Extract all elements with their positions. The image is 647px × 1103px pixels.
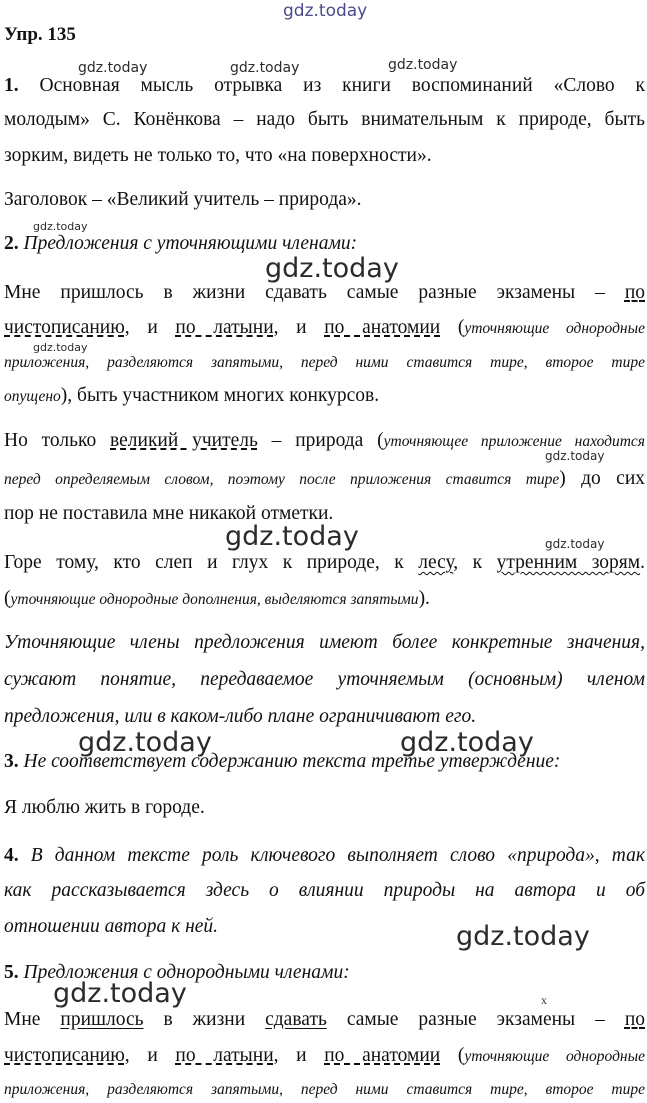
underlined-word: по [624, 282, 646, 303]
sentence-text: , к [453, 552, 497, 573]
task2-s1-line-3 [4, 349, 645, 376]
task2-s1-line-1 [4, 280, 645, 306]
task5-label-line [4, 960, 645, 986]
task1-line-3: зорким, видеть не только то, что «на поверхности». [4, 145, 432, 166]
grammar-note: приложения, разделяются запятыми, перед ними ставится тире, второе тире [4, 354, 645, 371]
task4-line-2: как рассказывается здесь о влиянии природы на автора и об [4, 880, 645, 901]
watermark: gdz.today [388, 57, 458, 73]
sentence-text: Но только [4, 430, 111, 451]
grammar-note: перед определяемым словом, поэтому после приложения ставится тире [4, 471, 560, 488]
watermark: gdz.today [265, 253, 399, 284]
task4-text: В данном тексте роль ключевого выполняет слово «природа», так [30, 845, 645, 866]
watermark: gdz.today [283, 1, 368, 21]
watermark: gdz.today [545, 449, 605, 463]
underlined-word: по анатомии [324, 1045, 441, 1066]
underlined-word: пришлось [60, 1009, 144, 1030]
underlined-word: лесу [418, 552, 454, 573]
task5-number: 5. [4, 962, 19, 983]
watermark: gdz.today [33, 341, 88, 354]
task4-number: 4. [4, 845, 19, 866]
underlined-word: по [624, 1009, 646, 1030]
task2-label-line [4, 231, 645, 257]
task3-label: Не соответствует содержанию текста третье утверждение: [23, 751, 561, 772]
grammar-note: уточняющие однородные дополнения, выделяются запятыми [10, 591, 419, 608]
grammar-note: уточняющие однородные [464, 1048, 645, 1065]
task1-line-1 [4, 73, 645, 99]
grammar-note: уточняющие однородные [464, 320, 645, 337]
task1-text: Основная мысль отрывка из книги воспоминаний «Слово к [39, 75, 646, 96]
watermark: gdz.today [545, 537, 605, 551]
sentence-text: Горе тому, кто слеп и глух к природе, к [4, 552, 419, 573]
task2-s2-line-2 [4, 466, 645, 493]
underlined-word: чистописанию [4, 317, 125, 338]
task2-s3-line-2 [4, 586, 645, 613]
task3-label-line [4, 749, 645, 775]
sentence-text: ). [418, 588, 430, 609]
grammar-note: приложения, разделяются запятыми, перед ними ставится тире, второе тире [4, 1081, 645, 1098]
task2-s2-line-1 [4, 428, 645, 455]
task4-line-3: отношении автора к ней. [4, 916, 219, 937]
watermark: gdz.today [53, 978, 187, 1009]
sentence-text: , и [273, 1045, 325, 1066]
watermark: gdz.today [225, 521, 359, 552]
sentence-text: в жизни [143, 1009, 266, 1030]
task5-label: Предложения с однородными членами: [23, 962, 350, 983]
task2-conclusion-line-2: сужают понятие, передаваемое уточняемым (основным) членом [4, 669, 645, 690]
task1-number: 1. [4, 75, 19, 96]
underlined-word: по латыни [175, 317, 274, 338]
stray-mark: x [541, 993, 547, 1007]
sentence-text: . [640, 552, 645, 573]
watermark: gdz.today [33, 220, 88, 233]
task4-line-1 [4, 843, 645, 869]
watermark: gdz.today [78, 727, 212, 758]
task1-heading-line: Заголовок – «Великий учитель – природа». [4, 189, 362, 210]
exercise-title: Упр. 135 [4, 24, 76, 45]
task2-s2-line-3: пор не поставила мне никакой отметки. [4, 503, 334, 524]
grammar-note: уточняющее приложение находится [383, 433, 646, 450]
grammar-note: опущено [4, 388, 61, 405]
underlined-word: сдавать [265, 1009, 327, 1030]
underlined-word: утренним зорям [496, 552, 641, 573]
sentence-text: , и [273, 317, 325, 338]
watermark: gdz.today [456, 921, 590, 952]
task1-line-2: молодым» С. Конёнкова – надо быть внимательным к природе, быть [4, 109, 645, 130]
watermark: gdz.today [230, 60, 300, 76]
task2-s1-line-4 [4, 383, 645, 410]
underlined-word: по анатомии [324, 317, 441, 338]
task2-s1-line-2 [4, 315, 645, 342]
task5-s1-line-2 [4, 1043, 645, 1070]
underlined-word: великий учитель [110, 430, 258, 451]
sentence-text: – природа ( [257, 430, 384, 451]
task3-number: 3. [4, 751, 19, 772]
watermark: gdz.today [78, 60, 148, 76]
sentence-text: ), быть участником многих конкурсов. [60, 385, 380, 406]
sentence-text: ( [440, 317, 465, 338]
sentence-text: Мне [4, 1009, 61, 1030]
task2-conclusion-line-3: предложения, или в каком-либо плане ограничивают его. [4, 706, 477, 727]
sentence-text: ) до сих [559, 468, 646, 489]
sentence-text: самые разные экзамены – [326, 1009, 605, 1030]
task3-answer: Я люблю жить в городе. [4, 797, 205, 818]
task2-label: Предложения с уточняющими членами: [23, 233, 358, 254]
watermark: gdz.today [400, 727, 534, 758]
task2-s3-line-1 [4, 550, 645, 576]
underlined-word: чистописанию [4, 1045, 125, 1066]
sentence-text: , и [124, 1045, 176, 1066]
task2-number: 2. [4, 233, 19, 254]
sentence-text: ( [440, 1045, 465, 1066]
sentence-text: ( [4, 588, 11, 609]
sentence-text: Мне пришлось в жизни сдавать самые разные экзамены – [4, 282, 605, 303]
task5-s1-line-1 [4, 1007, 645, 1033]
sentence-text: , и [124, 317, 176, 338]
underlined-word: по латыни [175, 1045, 274, 1066]
task2-conclusion-line-1: Уточняющие члены предложения имеют более конкретные значения, [4, 632, 645, 653]
